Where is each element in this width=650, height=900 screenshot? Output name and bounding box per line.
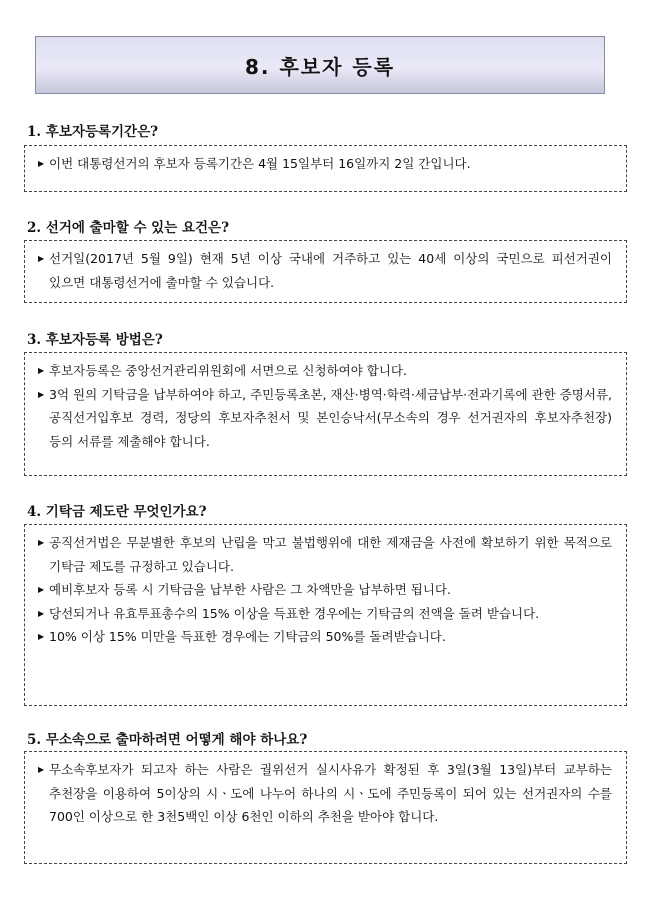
- bullet-triangle-icon: ▶: [38, 366, 45, 375]
- question-1: 1. 후보자등록기간은?: [27, 124, 159, 140]
- list-item: ▶ 공직선거법은 무분별한 후보의 난립을 막고 불법행위에 대한 제재금을 사전에 확보하기 위한 목적으로 기탁금 제도를 규정하고 있습니다.: [38, 531, 612, 578]
- answer-box-3: [24, 352, 627, 476]
- answer-box-4: [24, 524, 627, 706]
- question-2: 2. 선거에 출마할 수 있는 요건은?: [27, 220, 229, 236]
- list-item: ▶ 3억 원의 기탁금을 납부하여야 하고, 주민등록초본, 재산·병역·학력·세금납부·전과기록에 관한 증명서류, 공직선거입후보 경력, 정당의 후보자추천서 및 본인승낙서(무소속의 경우 선거권자의 후보자추천장) 등의 서류를 제출해야 합니다.: [38, 383, 612, 454]
- answer-box-5: [24, 751, 627, 864]
- list-item: ▶ 후보자등록은 중앙선거관리위원회에 서면으로 신청하여야 합니다.: [38, 359, 612, 383]
- bullet-triangle-icon: ▶: [38, 585, 45, 594]
- bullet-triangle-icon: ▶: [38, 159, 45, 168]
- bullet-triangle-icon: ▶: [38, 254, 45, 263]
- bullet-triangle-icon: ▶: [38, 538, 45, 547]
- list-item: ▶ 선거일(2017년 5월 9일) 현재 5년 이상 국내에 거주하고 있는 40세 이상의 국민으로 피선거권이 있으면 대통령선거에 출마할 수 있습니다.: [38, 247, 612, 294]
- page-title-box: [35, 36, 605, 94]
- question-3: 3. 후보자등록 방법은?: [27, 332, 163, 348]
- question-5: 5. 무소속으로 출마하려면 어떻게 해야 하나요?: [27, 732, 308, 748]
- bullet-triangle-icon: ▶: [38, 632, 45, 641]
- list-item: ▶ 예비후보자 등록 시 기탁금을 납부한 사람은 그 차액만을 납부하면 됩니다.: [38, 578, 612, 602]
- answer-box-2: [24, 240, 627, 303]
- page-title: 8. 후보자 등록: [244, 54, 396, 79]
- bullet-triangle-icon: ▶: [38, 389, 45, 399]
- answer-box-1: [24, 145, 627, 192]
- list-item: ▶ 당선되거나 유효투표총수의 15% 이상을 득표한 경우에는 기탁금의 전액을 돌려 받습니다.: [38, 602, 612, 626]
- list-item: ▶ 이번 대통령선거의 후보자 등록기간은 4월 15일부터 16일까지 2일 간입니다.: [38, 152, 612, 176]
- question-4: 4. 기탁금 제도란 무엇인가요?: [27, 504, 207, 520]
- list-item: ▶ 10% 이상 15% 미만을 득표한 경우에는 기탁금의 50%를 돌려받습니다.: [38, 625, 612, 649]
- bullet-triangle-icon: ▶: [38, 608, 45, 618]
- bullet-triangle-icon: ▶: [38, 765, 45, 774]
- list-item: ▶ 무소속후보자가 되고자 하는 사람은 궐위선거 실시사유가 확정된 후 3일(3월 13일)부터 교부하는 추천장을 이용하여 5이상의 시ㆍ도에 나누어 하나의 시ㆍ도에 주민등록이 되어 있는 선거권자의 수를 700인 이상으로 한 3천5백인 이상 6천인 이하의 추천을 받아야 합니다.: [38, 758, 612, 829]
